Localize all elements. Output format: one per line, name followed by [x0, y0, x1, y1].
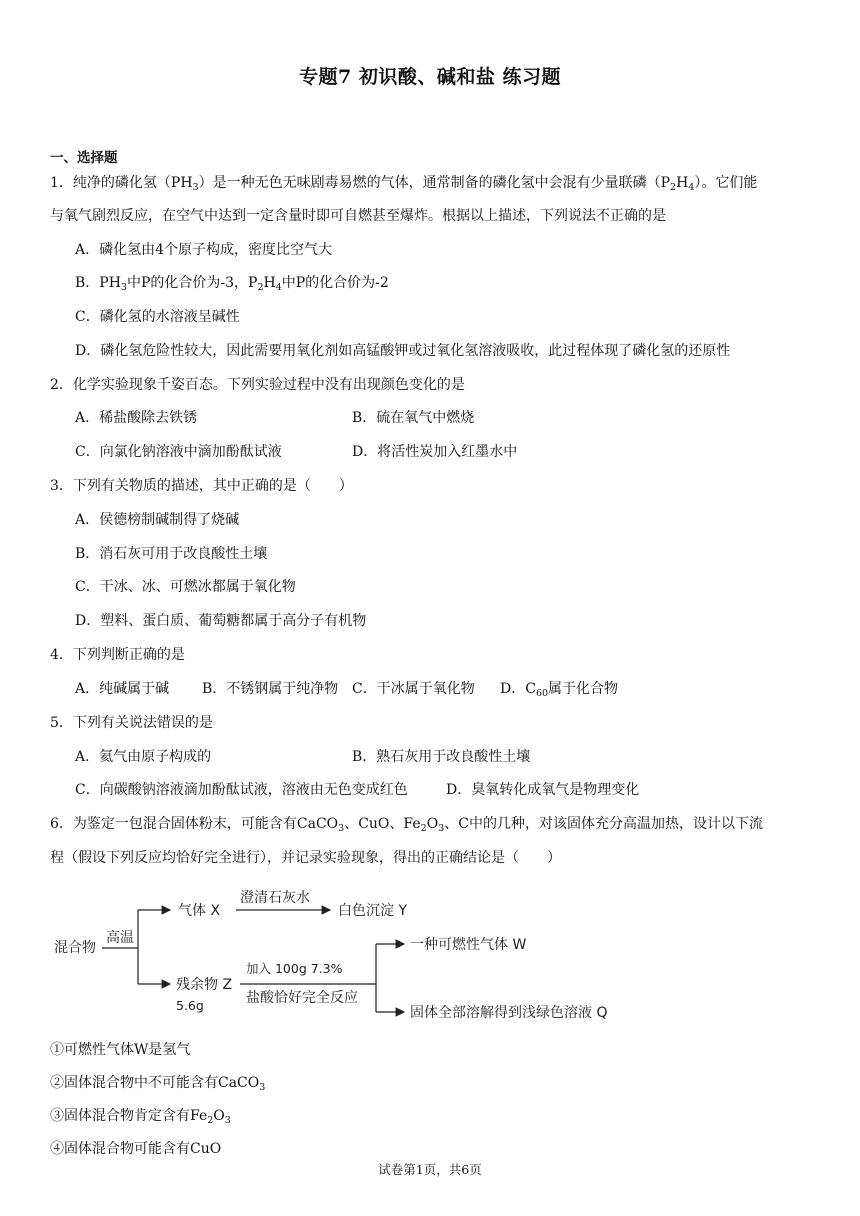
q6-stem-line1: 6．为鉴定一包混合固体粉末，可能含有CaCO$_3$、CuO、$Fe_2O_3$、C中的几种，对该固体充分高温加热，设计以下流	[50, 816, 763, 834]
flow-diagram	[50, 884, 650, 1029]
q5-option-b: B．熟石灰用于改良酸性土壤	[352, 749, 531, 765]
flow-heat-label: 高温	[106, 930, 134, 946]
flow-residue-z: 残余物 Z	[176, 977, 233, 993]
flow-precipitate-y: 白色沉淀 Y	[338, 903, 408, 919]
q3-option-a: A．侯德榜制碱制得了烧碱	[75, 512, 240, 528]
flow-acid-react-label: 盐酸恰好完全反应	[246, 990, 358, 1006]
q4-option-c: C．干冰属于氧化物	[352, 681, 475, 697]
q6-statement-2: ②固体混合物中不可能含有CaCO$_3$	[50, 1075, 266, 1093]
q5-option-d: D．臭氧转化成氧气是物理变化	[446, 782, 640, 798]
flow-gas-w: 一种可燃性气体 W	[410, 937, 527, 953]
page-footer: 试卷第1页，共6页	[378, 1162, 482, 1177]
q5-option-a: A．氦气由原子构成的	[75, 749, 212, 765]
flow-mixture: 混合物	[54, 940, 96, 956]
q4-option-d: D．$C_{60}$属于化合物	[500, 681, 619, 699]
flow-limewater-label: 澄清石灰水	[240, 890, 310, 906]
q4-option-a: A．纯碱属于碱	[75, 681, 170, 697]
q3-option-c: C．干冰、冰、可燃冰都属于氧化物	[75, 579, 296, 595]
q5-option-c: C．向碳酸钠溶液滴加酚酞试液，溶液由无色变成红色	[75, 782, 408, 798]
q6-stem-line2: 程（假设下列反应均恰好完全进行），并记录实验现象，得出的正确结论是（ ）	[50, 850, 561, 866]
q6-statement-3: ③固体混合物肯定含有$Fe_2O_3$	[50, 1108, 231, 1126]
q6-statement-4: ④固体混合物可能含有CuO	[50, 1141, 222, 1157]
section-heading: 一、选择题	[50, 150, 118, 166]
q3-option-d: D．塑料、蛋白质、葡萄糖都属于高分子有机物	[75, 613, 367, 629]
q1-option-b: B．$PH_3$中P的化合价为-3，$P_2H_4$中P的化合价为-2	[75, 275, 389, 293]
q1-stem-line2: 与氧气剧烈反应，在空气中达到一定含量时即可自燃甚至爆炸。根据以上描述，下列说法不正确的是	[50, 208, 666, 224]
flow-add-acid-label: 加入 100g 7.3%	[246, 961, 343, 976]
q6-statement-1: ①可燃性气体W是氢气	[50, 1042, 191, 1058]
flow-solution-q: 固体全部溶解得到浅绿色溶液 Q	[410, 1005, 608, 1021]
q2-option-b: B．硫在氧气中燃烧	[352, 410, 475, 426]
q1-option-a: A．磷化氢由4个原子构成，密度比空气大	[75, 242, 333, 258]
q5-stem: 5．下列有关说法错误的是	[50, 715, 213, 731]
q2-option-d: D．将活性炭加入红墨水中	[352, 444, 518, 460]
q3-stem: 3．下列有关物质的描述，其中正确的是（ ）	[50, 478, 353, 494]
q2-option-c: C．向氯化钠溶液中滴加酚酞试液	[75, 444, 282, 460]
q3-option-b: B．消石灰可用于改良酸性土壤	[75, 546, 268, 562]
page-title: 专题7 初识酸、碱和盐 练习题	[299, 66, 561, 88]
flow-gas-x: 气体 X	[178, 903, 221, 919]
q4-option-b: B．不锈钢属于纯净物	[202, 681, 339, 697]
q2-option-a: A．稀盐酸除去铁锈	[75, 410, 198, 426]
q1-stem-line1: 1．纯净的磷化氢$(PH_3)$是一种无色无味剧毒易燃的气体，通常制备的磷化氢中会混有少量联磷$(P_2H_4)$。它们能	[50, 175, 758, 193]
q2-stem: 2．化学实验现象千姿百态。下列实验过程中没有出现颜色变化的是	[50, 377, 465, 393]
q1-option-d: D．磷化氢危险性较大，因此需要用氧化剂如高锰酸钾或过氧化氢溶液吸收，此过程体现了磷化氢的还原性	[75, 343, 731, 359]
flow-residue-mass: 5.6g	[176, 998, 204, 1013]
q4-stem: 4．下列判断正确的是	[50, 647, 185, 663]
q1-option-c: C．磷化氢的水溶液呈碱性	[75, 309, 240, 325]
